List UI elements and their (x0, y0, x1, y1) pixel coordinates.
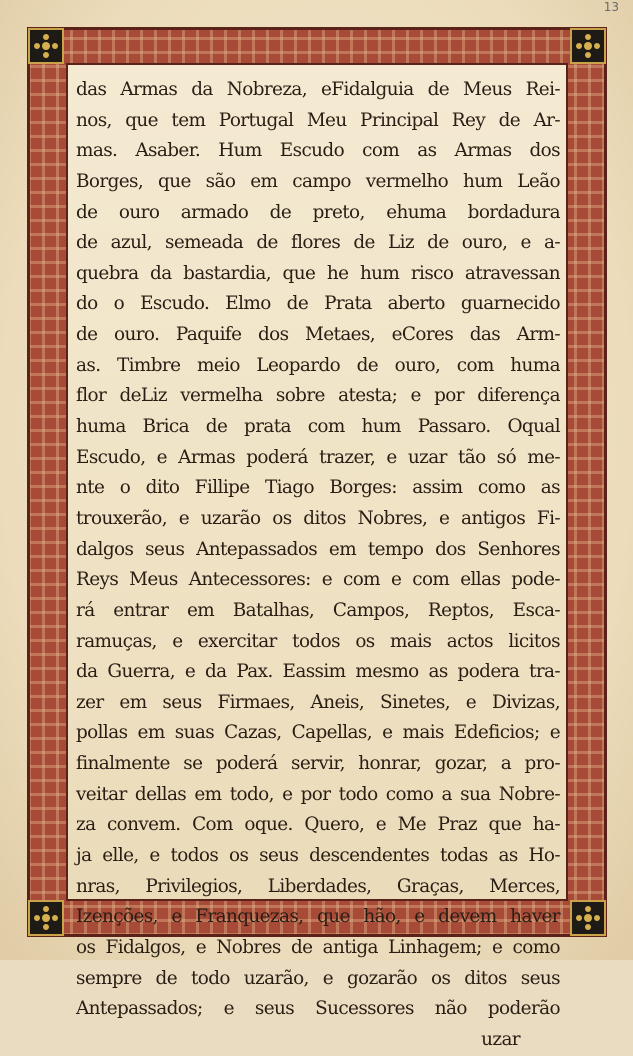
text-line: as. Timbre meio Leopardo de ouro, com huma (76, 354, 560, 376)
text-line: Borges, que são em campo vermelho hum Leão (76, 170, 560, 192)
text-line: da Guerra, e da Pax. Eassim mesmo as podera tra- (76, 661, 560, 683)
text-line: flor deLiz vermelha sobre atesta; e por diferença (76, 385, 560, 407)
text-line: sempre de todo uzarão, e gozarão os ditos seus (76, 967, 560, 989)
text-line: mas. Asaber. Hum Escudo com as Armas dos (76, 140, 560, 162)
text-line: pollas em suas Cazas, Capellas, e mais Edeficios; e (76, 722, 560, 744)
text-line: nos, que tem Portugal Meu Principal Rey de Ar- (76, 109, 560, 131)
corner-ornament (570, 28, 606, 64)
text-line: finalmente se poderá servir, honrar, gozar, a pro- (76, 753, 560, 775)
text-line: dalgos seus Antepassados em tempo dos Senhores (76, 538, 560, 560)
corner-ornament (28, 900, 64, 936)
text-line: das Armas da Nobreza, eFidalguia de Meus Rei- (76, 79, 560, 100)
text-line: huma Brica de prata com hum Passaro. Oqual (76, 416, 560, 438)
text-line: Escudo, e Armas poderá trazer, e uzar tão só me- (76, 446, 560, 468)
text-line: nras, Privilegios, Liberdades, Graças, Merces, (76, 875, 560, 897)
decorative-border (28, 28, 606, 1050)
folio-number: 13 (603, 0, 619, 14)
text-line: Antepassados; e seus Sucessores não poderão (76, 998, 560, 1020)
text-line: ja elle, e todos os seus descendentes todas as Ho- (76, 845, 560, 867)
text-line: ramuças, e exercitar todos os mais actos licitos (76, 630, 560, 652)
text-line: za convem. Com oque. Quero, e Me Praz que ha- (76, 814, 560, 836)
text-line: os Fidalgos, e Nobres de antiga Linhagem; e como (76, 936, 560, 958)
text-line: de ouro. Paquife dos Metaes, eCores das Arm- (76, 324, 560, 346)
text-line: Reys Meus Antecessores: e com e com ellas pode- (76, 569, 560, 591)
text-line: quebra da bastardia, que he hum risco atravessan (76, 262, 560, 284)
corner-ornament (28, 28, 64, 64)
text-line-catchword: uzar (481, 1028, 520, 1050)
text-line: veitar dellas em todo, e por todo como a sua Nobre- (76, 783, 560, 805)
text-line: trouxerão, e uzarão os ditos Nobres, e antigos Fi- (76, 507, 560, 529)
text-block (68, 65, 566, 1050)
text-line: de azul, semeada de flores de Liz de ouro, e a- (76, 232, 560, 254)
text-line: nte o dito Fillipe Tiago Borges: assim como as (76, 477, 560, 499)
text-line: rá entrar em Batalhas, Campos, Reptos, Esca- (76, 599, 560, 621)
corner-ornament (570, 900, 606, 936)
text-line: Izenções, e Franquezas, que hão, e devem haver (76, 906, 560, 928)
text-line: do o Escudo. Elmo de Prata aberto guarnecido (76, 293, 560, 315)
text-line: de ouro armado de preto, ehuma bordadura (76, 201, 560, 223)
text-line: zer em seus Firmaes, Aneis, Sinetes, e Divizas, (76, 691, 560, 713)
